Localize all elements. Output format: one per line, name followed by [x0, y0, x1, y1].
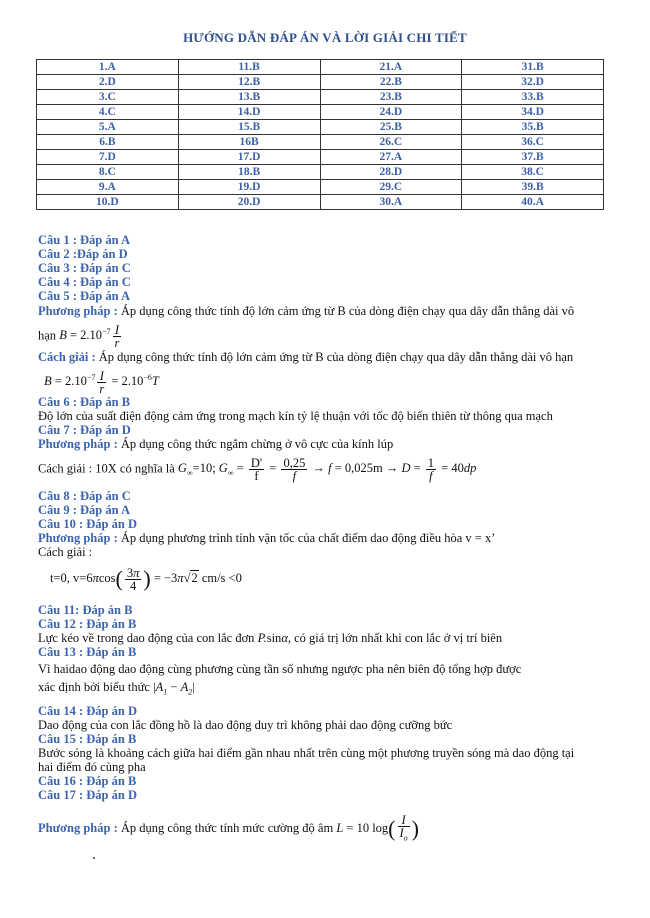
answer-cell: 7.D	[37, 150, 179, 165]
answer-cell: 32.D	[462, 75, 604, 90]
q5-method-formula	[38, 323, 613, 350]
answer-q17: Câu 17 : Đáp án D	[38, 787, 137, 802]
method-text: Áp dụng công thức tính độ lớn cảm ứng từ B của dòng điện chạy qua dây dẫn thẳng dài vô	[120, 304, 575, 318]
answer-row	[37, 180, 604, 195]
solution-text: 10X có nghĩa là	[95, 461, 175, 476]
method-label: Phương pháp :	[38, 304, 118, 318]
answer-cell: 1.A	[37, 60, 179, 75]
answer-row	[37, 60, 604, 75]
answer-row	[37, 135, 604, 150]
method-label: Phương pháp :	[38, 820, 118, 835]
q5-solution-formula: $B = 2.10^{-7}$ $\frac{I}{r}$ = $2.10^{-6}T$	[44, 369, 159, 396]
answer-cell: 14.D	[178, 105, 320, 120]
q14-text: Dao động của con lắc đồng hồ là dao động duy trì không phải dao động cưỡng bức	[38, 717, 453, 732]
q12-text-a: Lực kéo về trong dao động của con lắc đơn	[38, 631, 255, 645]
answer-cell: 17.D	[178, 150, 320, 165]
answer-row	[37, 150, 604, 165]
answer-cell: 26.C	[320, 135, 462, 150]
answer-cell: 8.C	[37, 165, 179, 180]
decorative-dot	[93, 857, 95, 859]
answer-cell: 21.A	[320, 60, 462, 75]
answer-cell: 22.B	[320, 75, 462, 90]
answer-cell: 12.B	[178, 75, 320, 90]
answer-cell: 28.D	[320, 165, 462, 180]
answer-row	[37, 120, 604, 135]
method-text: Áp dụng công thức ngắm chừng ở vô cực của kính lúp	[120, 437, 394, 451]
q13-text: Vì haidao động dao động cùng phương cùng tần số nhưng ngược pha nên biên độ tổng hợp được	[38, 662, 522, 676]
answer-q2: Câu 2 :Đáp án D	[38, 247, 128, 261]
answer-row	[37, 165, 604, 180]
page-title: HƯỚNG DẪN ĐÁP ÁN VÀ LỜI GIẢI CHI TIẾT	[183, 30, 467, 45]
q10-solution-label: Cách giải :	[38, 545, 93, 559]
solution-label: Cách giải :	[38, 350, 96, 364]
answer-q8: Câu 8 : Đáp án C	[38, 489, 131, 503]
answer-cell: 5.A	[37, 120, 179, 135]
q13-text-cont: xác định bởi biểu thức $|A_1 - A_2|$	[38, 680, 195, 697]
answer-row	[37, 90, 604, 105]
method-label: Phương pháp :	[38, 531, 118, 545]
method-text: Áp dụng công thức tính mức cường độ âm	[120, 820, 334, 835]
answer-cell: 3.C	[37, 90, 179, 105]
answer-q10: Câu 10 : Đáp án D	[38, 517, 137, 531]
q5-method	[38, 304, 613, 318]
answer-cell: 34.D	[462, 105, 604, 120]
answer-cell: 20.D	[178, 195, 320, 210]
method-text-cont: hạn	[38, 328, 57, 343]
answer-cell: 4.C	[37, 105, 179, 120]
answer-q7: Câu 7 : Đáp án D	[38, 423, 131, 437]
answer-cell: 31.B	[462, 60, 604, 75]
answer-q12: Câu 12 : Đáp án B	[38, 617, 137, 631]
answer-cell: 39.B	[462, 180, 604, 195]
q12-text-b: , có giá trị lớn nhất khi con lắc ở vị trí biên	[287, 631, 503, 645]
method-text: Áp dụng phương trình tính vận tốc của chất điểm dao động điều hòa v = x’	[120, 531, 496, 545]
answer-q9: Câu 9 : Đáp án A	[38, 503, 131, 517]
answer-cell: 36.C	[462, 135, 604, 150]
answer-cell: 25.B	[320, 120, 462, 135]
answer-cell: 27.A	[320, 150, 462, 165]
answer-q14: Câu 14 : Đáp án D	[38, 703, 137, 718]
answer-q11: Câu 11: Đáp án B	[38, 603, 133, 617]
q13-text2: xác định bởi biểu thức	[38, 680, 150, 694]
answer-cell: 15.B	[178, 120, 320, 135]
answer-cell: 19.D	[178, 180, 320, 195]
answer-q1: Câu 1 : Đáp án A	[38, 233, 131, 247]
answer-q3: Câu 3 : Đáp án C	[38, 261, 131, 275]
answer-cell: 16B	[178, 135, 320, 150]
answer-cell: 18.B	[178, 165, 320, 180]
answer-q5: Câu 5 : Đáp án A	[38, 289, 131, 303]
q7-solution: Cách giải : 10X có nghĩa là $G_\infty=10$; $G_\infty$ = $\frac{D'}{f}$ = $\frac{0,25}{f}$ → f = 0,025m → D = $\frac{1}{f}$ = 40dp	[38, 456, 477, 483]
q12-text: Lực kéo về trong dao động của con lắc đơn P.sinα, có giá trị lớn nhất khi con lắc ở vị trí biên	[38, 631, 503, 645]
formula-b: $B = 2.10^{-7}$ $\frac{I}{r}$	[59, 323, 120, 350]
answer-cell: 23.B	[320, 90, 462, 105]
answer-q4: Câu 4 : Đáp án C	[38, 275, 131, 289]
answer-cell: 29.C	[320, 180, 462, 195]
answer-cell: 13.B	[178, 90, 320, 105]
answer-cell: 2.D	[37, 75, 179, 90]
answer-cell: 11.B	[178, 60, 320, 75]
answer-cell: 33.B	[462, 90, 604, 105]
q10-solution-formula: t=0, v=6πcos( $\frac{3\pi}{4}$ ) = −3π√2 cm/s <0	[50, 566, 242, 593]
answer-cell: 10.D	[37, 195, 179, 210]
solution-text: Áp dụng công thức tính độ lớn cảm ứng từ B của dòng điện chạy qua dây dẫn thẳng dài vô hạn	[98, 350, 574, 364]
solution-label: Cách giải :	[38, 461, 93, 476]
answer-row	[37, 105, 604, 120]
answer-q6: Câu 6 : Đáp án B	[38, 395, 131, 409]
answer-cell: 38.C	[462, 165, 604, 180]
q7-method	[38, 437, 613, 451]
answer-q15: Câu 15 : Đáp án B	[38, 731, 137, 746]
answer-cell: 35.B	[462, 120, 604, 135]
solutions-section	[38, 233, 613, 844]
q15-text: Bước sóng là khoảng cách giữa hai điểm gần nhau nhất trên cùng một phương truyền sóng mà dao động tại	[38, 745, 575, 760]
answer-cell: 24.D	[320, 105, 462, 120]
answer-cell: 9.A	[37, 180, 179, 195]
q17-method: Phương pháp : Áp dụng công thức tính mức cường độ âm L = 10 log( $\frac{I}{I_o}$ )	[38, 812, 419, 842]
answer-table	[36, 59, 604, 210]
answer-q16: Câu 16 : Đáp án B	[38, 773, 137, 788]
answer-cell: 40.A	[462, 195, 604, 210]
answer-cell: 6.B	[37, 135, 179, 150]
answer-cell: 37.B	[462, 150, 604, 165]
answer-row	[37, 195, 604, 210]
answer-q13: Câu 13 : Đáp án B	[38, 645, 137, 659]
answer-cell: 30.A	[320, 195, 462, 210]
answer-row	[37, 75, 604, 90]
q5-solution	[38, 350, 613, 364]
q15-text-cont: hai điểm đó cùng pha	[38, 759, 146, 774]
q10-method	[38, 531, 613, 545]
q6-text: Độ lớn của suất điện động cảm ứng trong mạch kín tỷ lệ thuận với tốc độ biến thiên từ thông qua mạch	[38, 409, 553, 423]
method-label: Phương pháp :	[38, 437, 118, 451]
